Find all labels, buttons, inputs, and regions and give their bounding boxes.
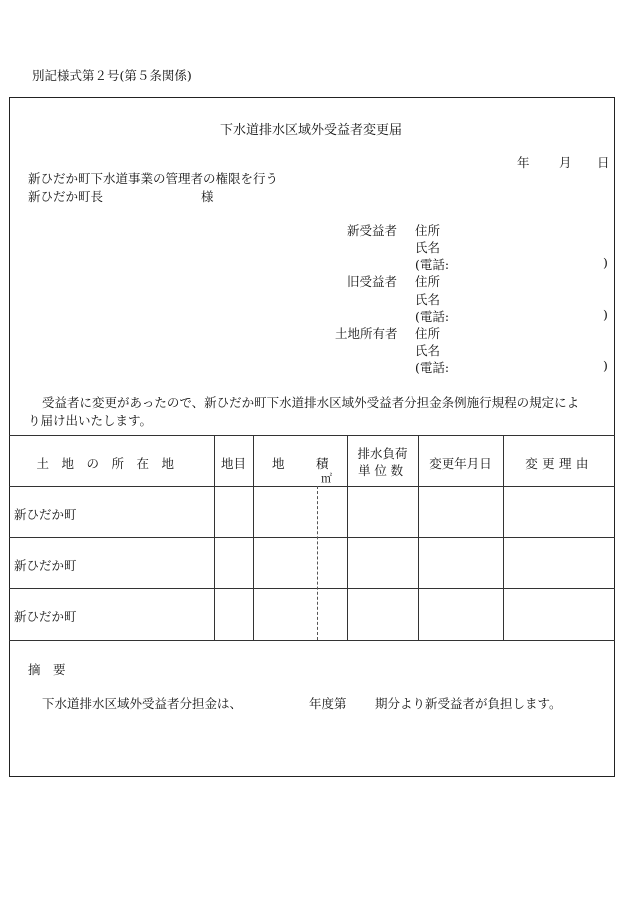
old-beneficiary-phone-close: ) bbox=[603, 307, 608, 322]
old-beneficiary-name-label: 氏名 bbox=[415, 292, 441, 307]
table-header-border bbox=[9, 486, 615, 487]
new-beneficiary-name-label: 氏名 bbox=[415, 240, 441, 255]
table-column-divider bbox=[253, 435, 254, 640]
header-change-date: 変更年月日 bbox=[429, 456, 492, 471]
land-owner-name-label: 氏名 bbox=[415, 343, 441, 358]
form-title: 下水道排水区域外受益者変更届 bbox=[220, 123, 403, 138]
old-beneficiary-address-label: 住所 bbox=[415, 274, 441, 289]
header-area-left: 地 bbox=[272, 456, 285, 471]
table-bottom-border bbox=[9, 640, 615, 641]
table-row-location: 新ひだか町 bbox=[14, 507, 77, 522]
header-drainage-line2: 単位数 bbox=[358, 463, 407, 478]
summary-label: 摘 要 bbox=[28, 662, 66, 677]
header-category: 地目 bbox=[220, 456, 246, 471]
header-area-unit: ㎡ bbox=[321, 472, 332, 485]
date-month-label: 月 bbox=[559, 155, 572, 170]
old-beneficiary-label: 旧受益者 bbox=[347, 274, 398, 289]
addressee-line1: 新ひだか町下水道事業の管理者の権限を行う bbox=[28, 171, 279, 186]
header-area-right: 積 bbox=[316, 456, 329, 471]
new-beneficiary-phone-label: (電話: bbox=[415, 257, 450, 272]
summary-prefix: 下水道排水区域外受益者分担金は、 bbox=[42, 696, 243, 711]
table-row-location: 新ひだか町 bbox=[14, 558, 77, 573]
date-day-label: 日 bbox=[597, 155, 610, 170]
new-beneficiary-label: 新受益者 bbox=[347, 223, 398, 238]
table-row-divider bbox=[9, 537, 615, 538]
body-text-line1: 受益者に変更があったので、新ひだか町下水道排水区域外受益者分担金条例施行規程の規定によ bbox=[42, 395, 580, 410]
table-row-location: 新ひだか町 bbox=[14, 609, 77, 624]
old-beneficiary-phone-label: (電話: bbox=[415, 309, 450, 324]
new-beneficiary-phone-close: ) bbox=[603, 255, 608, 270]
table-row-divider bbox=[9, 588, 615, 589]
land-owner-phone-close: ) bbox=[603, 358, 608, 373]
form-number: 別記様式第２号(第５条関係) bbox=[32, 68, 192, 83]
header-drainage-line1: 排水負荷 bbox=[357, 446, 408, 461]
land-owner-address-label: 住所 bbox=[415, 326, 441, 341]
land-owner-phone-label: (電話: bbox=[415, 360, 450, 375]
addressee-line2: 新ひだか町長 bbox=[28, 189, 104, 204]
area-decimal-divider bbox=[317, 486, 318, 640]
table-top-border bbox=[9, 435, 615, 436]
header-change-reason: 変更理由 bbox=[525, 456, 593, 471]
summary-suffix: 期分より新受益者が負担します。 bbox=[375, 696, 562, 711]
body-text-line2: り届け出いたします。 bbox=[28, 413, 153, 428]
addressee-suffix: 様 bbox=[201, 189, 214, 204]
header-location: 土地の所在地 bbox=[36, 456, 187, 471]
new-beneficiary-address-label: 住所 bbox=[415, 223, 441, 238]
land-owner-label: 土地所有者 bbox=[335, 326, 398, 341]
date-year-label: 年 bbox=[517, 155, 530, 170]
summary-year-part: 年度第 bbox=[309, 696, 347, 711]
